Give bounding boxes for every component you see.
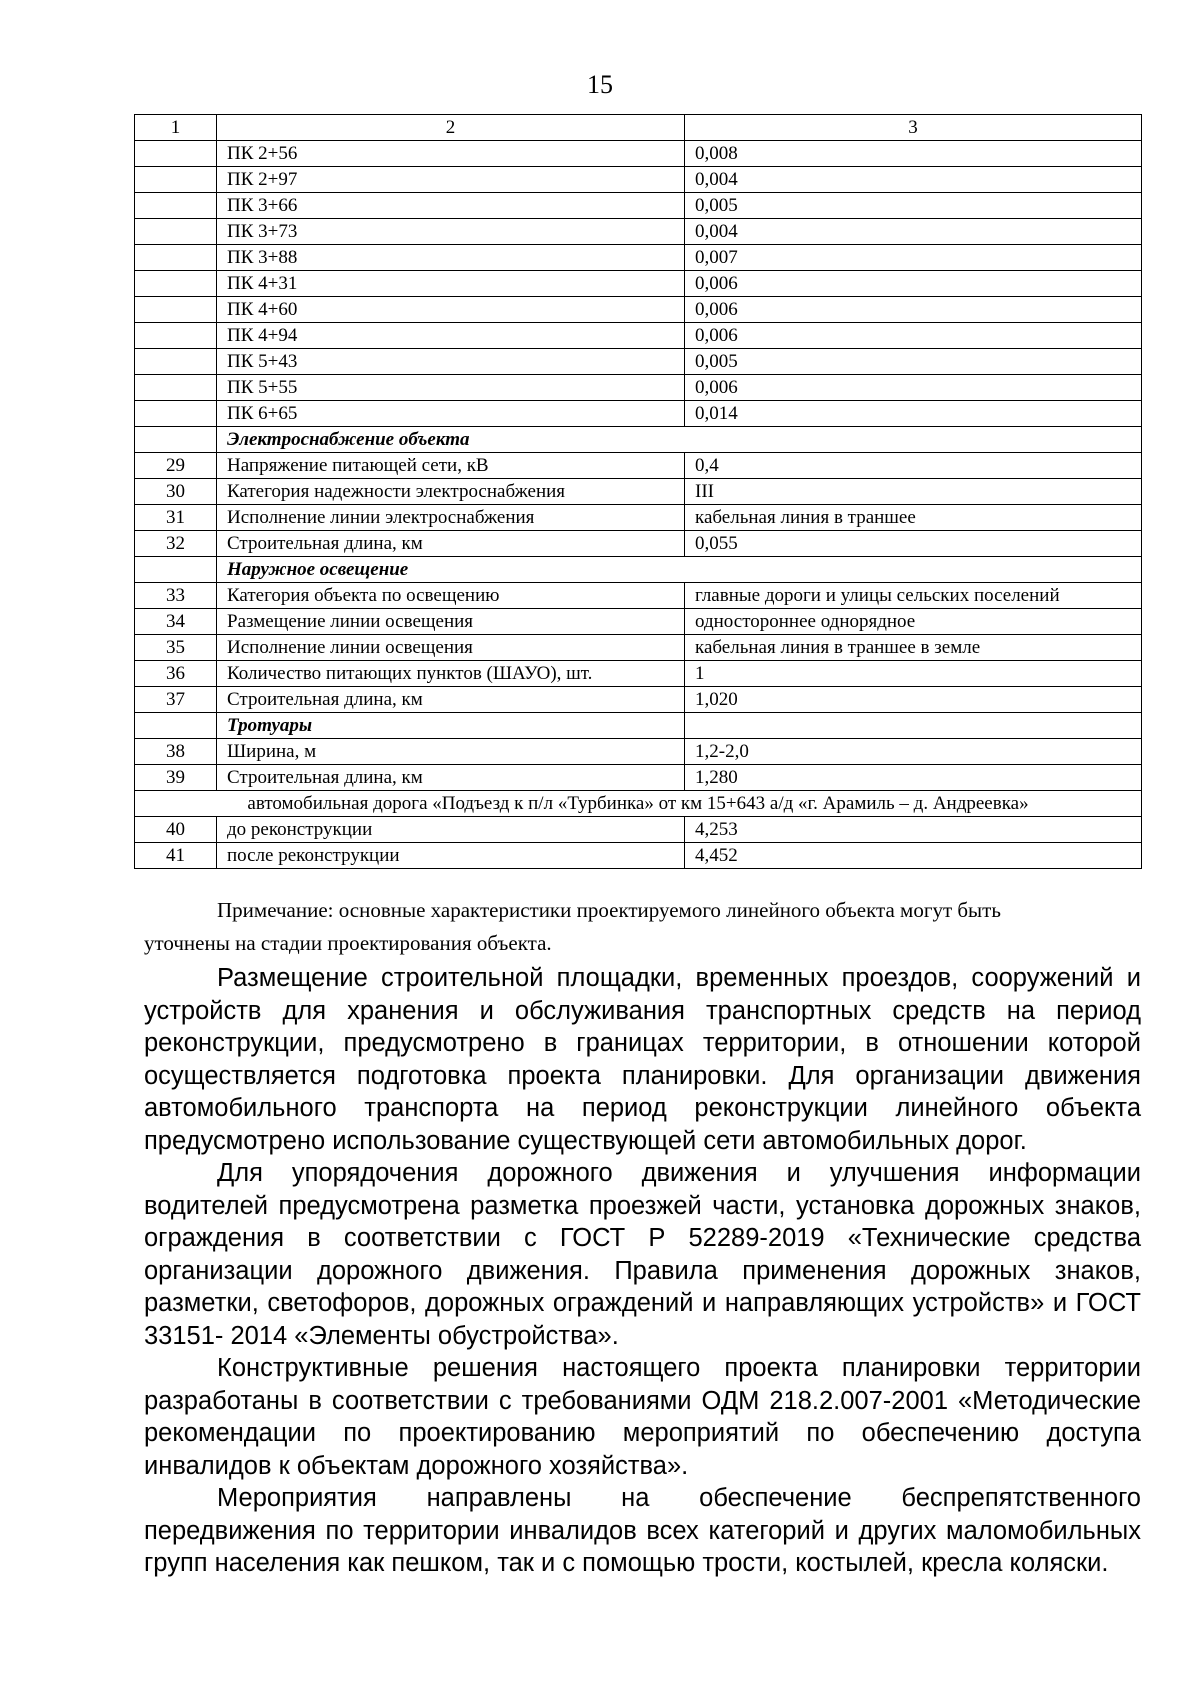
table-row: [135, 349, 1142, 375]
table-row: [135, 271, 1142, 297]
paragraph-placement: Размещение строительной площадки, временных проездов, сооружений и устройств для хранения и обслуживания транспортных средств на период реконструкции, предусмотрено в границах территории, в отношении которой осуществляется подготовка проекта планировки. Для организации движения автомобильного транспорта на период реконструкции линейного объекта предусмотрено использование существующей сети автомобильных дорог.: [144, 964, 1141, 1155]
section-row: [135, 427, 1142, 453]
table-row: [135, 245, 1142, 271]
row-value: 0,006: [685, 323, 1142, 349]
row-parameter: ПК 5+55: [217, 375, 685, 401]
paragraph-accessibility: Мероприятия направлены на обеспечение беспрепятственного передвижения по территории инвалидов всех категорий и других маломобильных групп населения как пешком, так и с помощью трости, костылей, кресла коляски.: [144, 1484, 1141, 1577]
table-row: [135, 687, 1142, 713]
row-parameter: ПК 2+97: [217, 167, 685, 193]
table-row: [135, 505, 1142, 531]
road-subheader-row: [135, 791, 1142, 817]
table-row: [135, 583, 1142, 609]
row-number: [135, 557, 217, 583]
row-number: [135, 245, 217, 271]
row-value: III: [685, 479, 1142, 505]
row-parameter: Напряжение питающей сети, кВ: [217, 453, 685, 479]
row-parameter: Ширина, м: [217, 739, 685, 765]
row-value: 0,4: [685, 453, 1142, 479]
row-value: 0,007: [685, 245, 1142, 271]
row-number: [135, 427, 217, 453]
section-row: [135, 557, 1142, 583]
table-row: [135, 531, 1142, 557]
row-number: 35: [135, 635, 217, 661]
row-parameter: ПК 4+31: [217, 271, 685, 297]
row-value: 0,008: [685, 141, 1142, 167]
row-value: 4,253: [685, 817, 1142, 843]
table-row: [135, 219, 1142, 245]
row-number: [135, 219, 217, 245]
table-row: [135, 609, 1142, 635]
row-parameter: Количество питающих пунктов (ШАУО), шт.: [217, 661, 685, 687]
row-value: 0,006: [685, 271, 1142, 297]
row-value: 0,004: [685, 167, 1142, 193]
table-note: [144, 894, 1141, 960]
row-value: 1,2-2,0: [685, 739, 1142, 765]
row-number: [135, 375, 217, 401]
table-row: [135, 167, 1142, 193]
row-parameter: ПК 4+94: [217, 323, 685, 349]
row-number: 36: [135, 661, 217, 687]
header-col-2: 2: [217, 115, 685, 141]
row-value: кабельная линия в траншее: [685, 505, 1142, 531]
row-value: 1,020: [685, 687, 1142, 713]
row-parameter: ПК 3+88: [217, 245, 685, 271]
row-value: главные дороги и улицы сельских поселений: [685, 583, 1142, 609]
row-value: 1: [685, 661, 1142, 687]
table-row: [135, 843, 1142, 869]
row-parameter: ПК 5+43: [217, 349, 685, 375]
section-title: Наружное освещение: [217, 557, 1142, 583]
row-number: 34: [135, 609, 217, 635]
row-value: 0,055: [685, 531, 1142, 557]
row-value: 0,004: [685, 219, 1142, 245]
header-col-1: 1: [135, 115, 217, 141]
characteristics-table: [134, 114, 1142, 869]
row-number: 33: [135, 583, 217, 609]
table-row: [135, 141, 1142, 167]
row-parameter: Категория надежности электроснабжения: [217, 479, 685, 505]
row-parameter: Исполнение линии электроснабжения: [217, 505, 685, 531]
table-row: [135, 635, 1142, 661]
row-number: 29: [135, 453, 217, 479]
row-parameter: ПК 4+60: [217, 297, 685, 323]
row-parameter: Строительная длина, км: [217, 765, 685, 791]
table-row: [135, 323, 1142, 349]
row-number: 39: [135, 765, 217, 791]
table-row: [135, 297, 1142, 323]
row-value: кабельная линия в траншее в земле: [685, 635, 1142, 661]
note-line-2: уточнены на стадии проектирования объекта.: [144, 931, 552, 955]
row-number: [135, 713, 217, 739]
row-number: 30: [135, 479, 217, 505]
row-value: 0,014: [685, 401, 1142, 427]
table-header-row: [135, 115, 1142, 141]
row-number: [135, 349, 217, 375]
header-col-3: 3: [685, 115, 1142, 141]
row-number: [135, 141, 217, 167]
table-row: [135, 817, 1142, 843]
row-parameter: Категория объекта по освещению: [217, 583, 685, 609]
row-parameter: ПК 3+73: [217, 219, 685, 245]
row-number: [135, 401, 217, 427]
section-title: Электроснабжение объекта: [217, 427, 1142, 453]
row-value: 0,006: [685, 375, 1142, 401]
row-value: [685, 713, 1142, 739]
row-number: [135, 271, 217, 297]
row-value: 0,005: [685, 349, 1142, 375]
row-parameter: Строительная длина, км: [217, 687, 685, 713]
row-number: 32: [135, 531, 217, 557]
paragraph-traffic-organization: Для упорядочения дорожного движения и улучшения информации водителей предусмотрена разметка проезжей части, установка дорожных знаков, ограждения в соответствии с ГОСТ Р 52289-2019 «Технические средства организации дорожного движения. Правила применения дорожных знаков, разметки, светофоров, дорожных ограждений и направляющих устройств» и ГОСТ 33151- 2014 «Элементы обустройства».: [144, 1159, 1141, 1350]
row-value: 0,005: [685, 193, 1142, 219]
paragraph-design-solutions: Конструктивные решения настоящего проекта планировки территории разработаны в соответствии с требованиями ОДМ 218.2.007-2001 «Методические рекомендации по проектированию мероприятий по обеспечению доступа инвалидов к объектам дорожного хозяйства».: [144, 1354, 1141, 1480]
row-parameter: ПК 3+66: [217, 193, 685, 219]
row-number: 41: [135, 843, 217, 869]
row-number: 37: [135, 687, 217, 713]
row-number: [135, 193, 217, 219]
row-value: 0,006: [685, 297, 1142, 323]
row-value: 1,280: [685, 765, 1142, 791]
section-title: Тротуары: [217, 713, 685, 739]
section-row: [135, 713, 1142, 739]
row-number: 40: [135, 817, 217, 843]
body-text: [144, 962, 1141, 1580]
table-row: [135, 453, 1142, 479]
row-value: 4,452: [685, 843, 1142, 869]
row-number: [135, 323, 217, 349]
table-row: [135, 765, 1142, 791]
row-number: [135, 167, 217, 193]
page-number: 15: [587, 70, 613, 99]
row-parameter: Размещение линии освещения: [217, 609, 685, 635]
row-number: 31: [135, 505, 217, 531]
row-parameter: после реконструкции: [217, 843, 685, 869]
row-number: [135, 297, 217, 323]
table-row: [135, 375, 1142, 401]
row-value: одностороннее однорядное: [685, 609, 1142, 635]
row-number: 38: [135, 739, 217, 765]
table-row: [135, 401, 1142, 427]
row-parameter: до реконструкции: [217, 817, 685, 843]
row-parameter: Строительная длина, км: [217, 531, 685, 557]
table-row: [135, 739, 1142, 765]
road-title: автомобильная дорога «Подъезд к п/л «Турбинка» от км 15+643 а/д «г. Арамиль – д. Андреевка»: [135, 791, 1142, 817]
row-parameter: ПК 6+65: [217, 401, 685, 427]
table-row: [135, 193, 1142, 219]
row-parameter: Исполнение линии освещения: [217, 635, 685, 661]
table-row: [135, 479, 1142, 505]
table-row: [135, 661, 1142, 687]
note-line-1: Примечание: основные характеристики проектируемого линейного объекта могут быть: [217, 898, 1001, 922]
row-parameter: ПК 2+56: [217, 141, 685, 167]
